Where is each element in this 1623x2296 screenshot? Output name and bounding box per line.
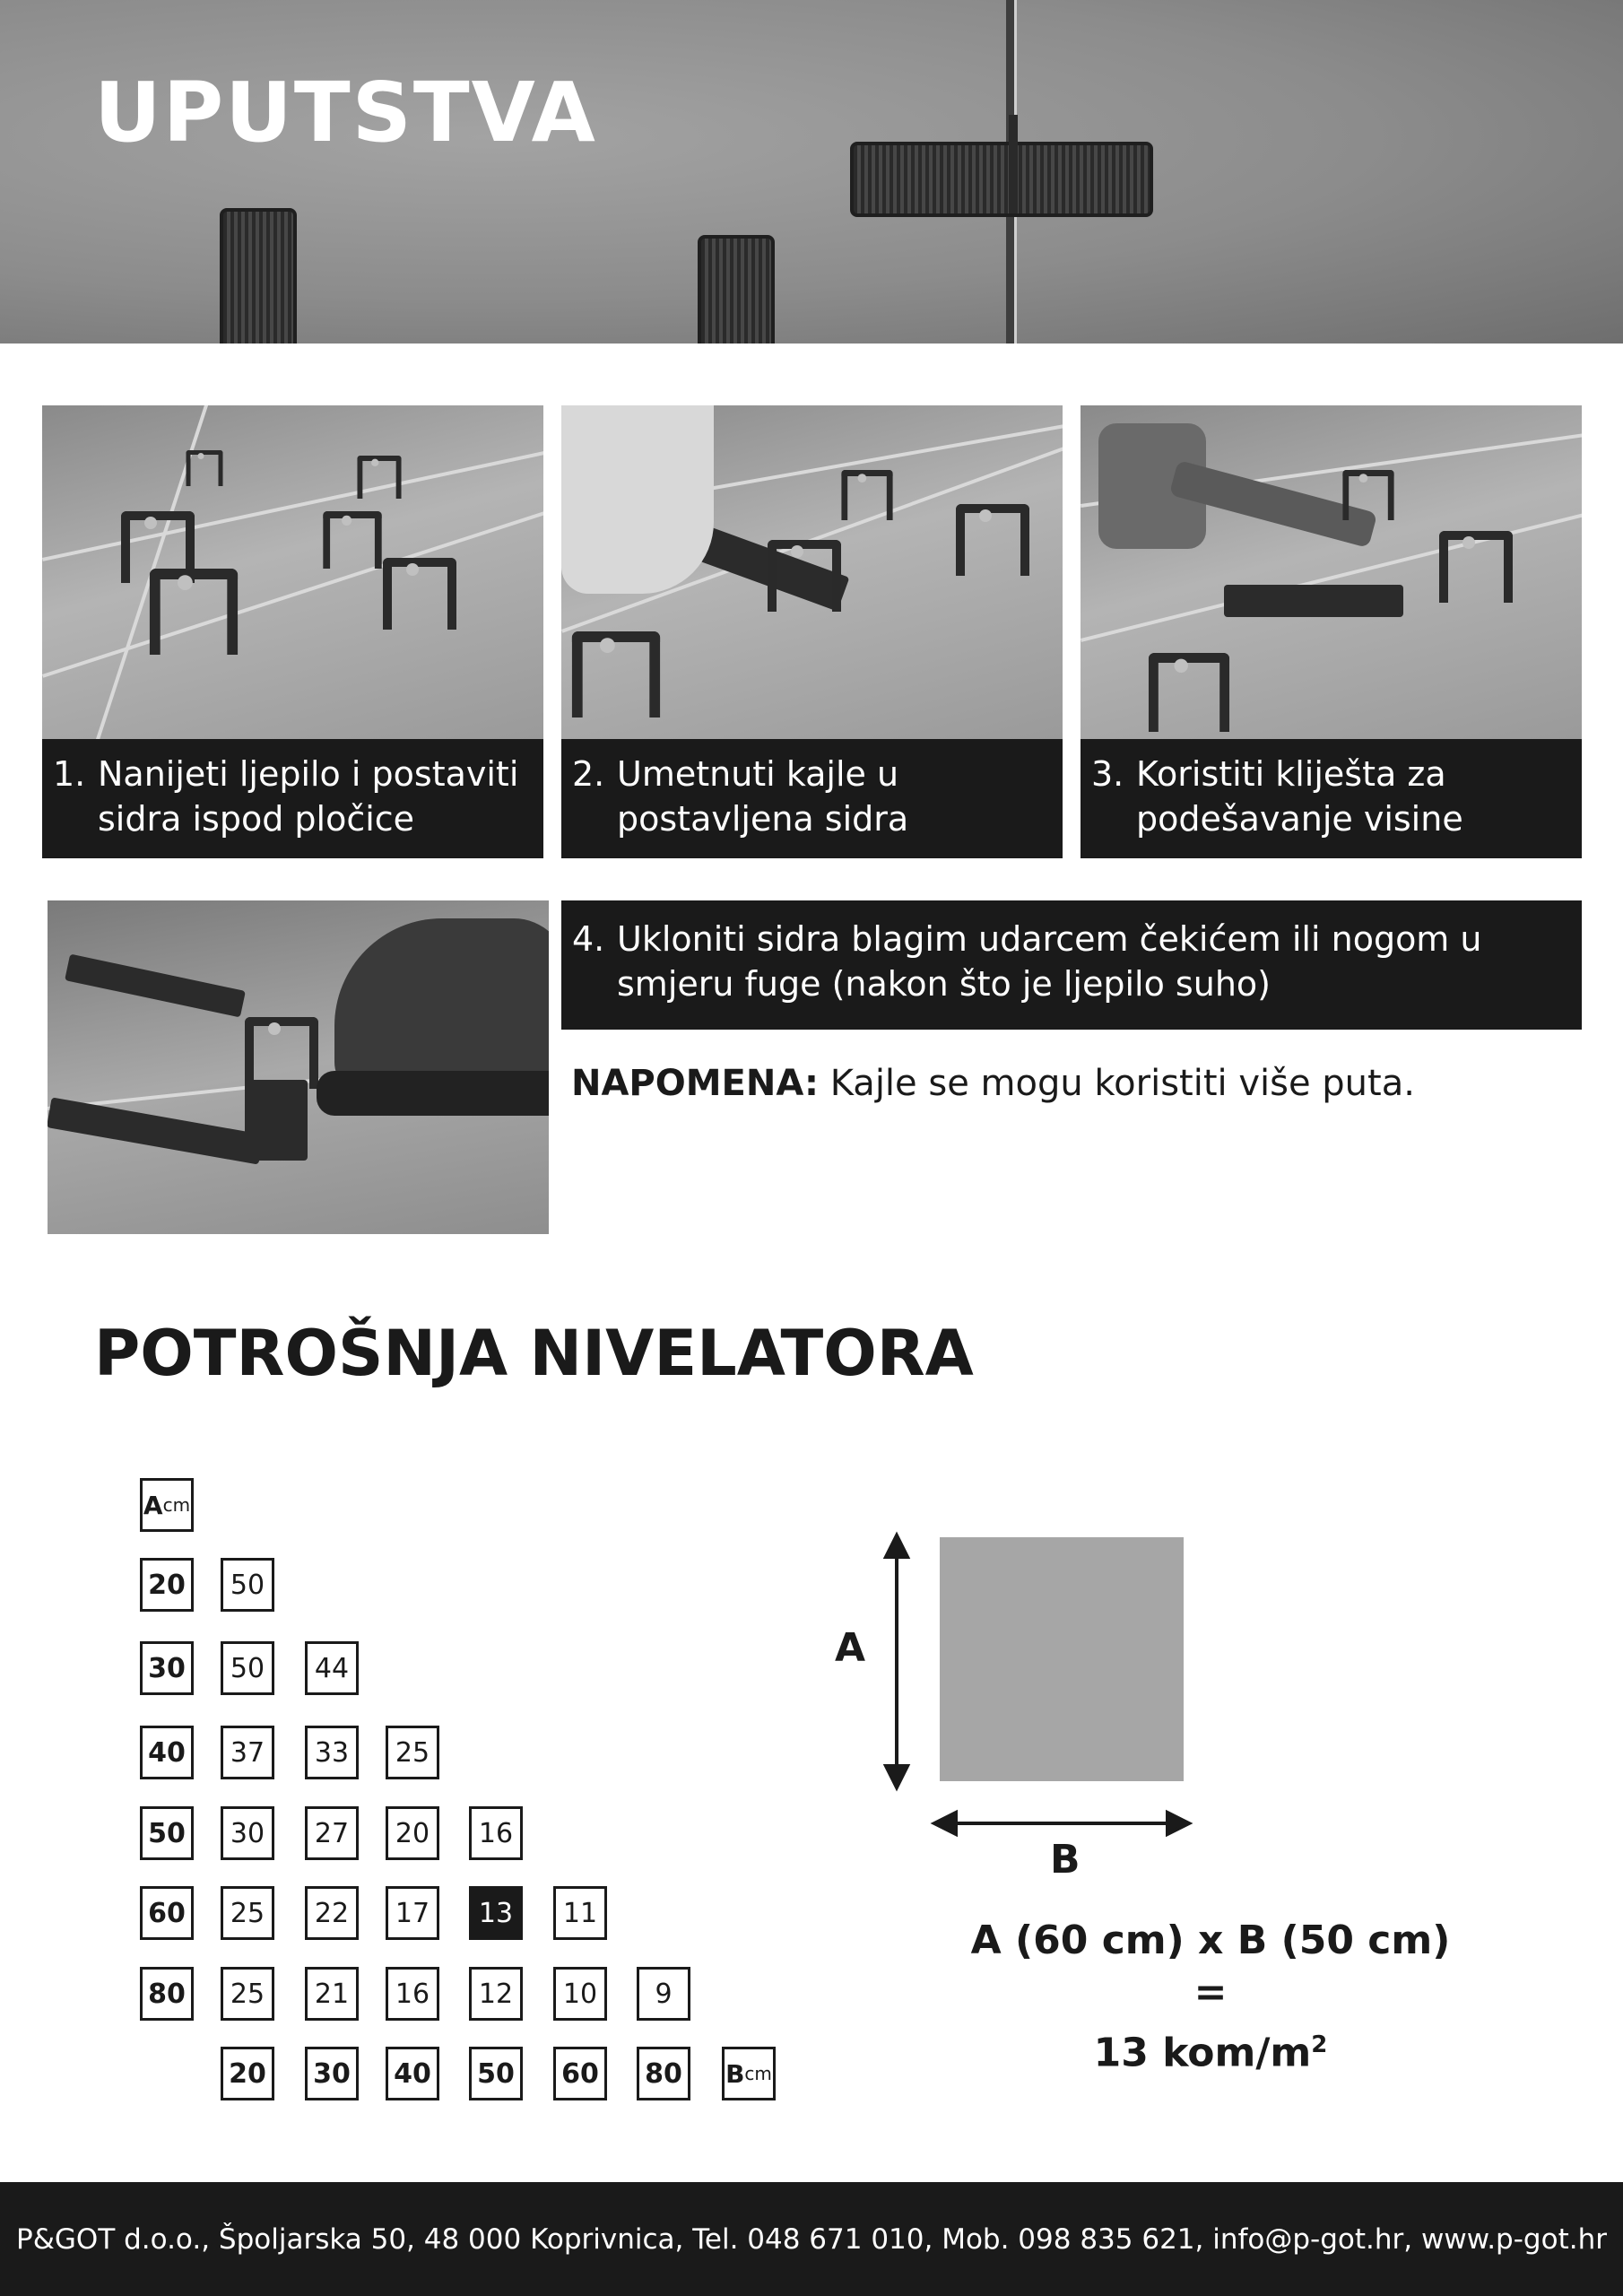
count-cell: 22 <box>305 1886 359 1940</box>
step-2-photo <box>561 405 1063 739</box>
step-4-caption <box>561 900 1582 1030</box>
highlighted-count-cell: 13 <box>469 1886 523 1940</box>
page-title: UPUTSTVA <box>94 65 597 161</box>
a-value-cell: 20 <box>140 1558 194 1612</box>
count-cell: 50 <box>221 1558 274 1612</box>
step-text: Ukloniti sidra blagim udarcem čekićem ili nogom u <box>617 919 1482 959</box>
note-text: Kajle se mogu koristiti više puta. <box>819 1063 1415 1104</box>
count-cell: 12 <box>469 1967 523 2021</box>
arrow-b-head-left <box>934 1813 956 1834</box>
count-cell: 10 <box>553 1967 607 2021</box>
count-cell: 25 <box>221 1886 274 1940</box>
a-unit-header: A cm <box>140 1478 194 1532</box>
step-1-photo <box>42 405 543 739</box>
section-title: POTROŠNJA NIVELATORA <box>94 1317 974 1390</box>
count-cell: 44 <box>305 1641 359 1695</box>
count-cell: 50 <box>221 1641 274 1695</box>
step-number: 4. <box>572 919 605 959</box>
step-1-caption <box>42 739 543 858</box>
a-value-cell: 30 <box>140 1641 194 1695</box>
b-value-cell: 60 <box>553 2047 607 2100</box>
step-text: Umetnuti kajle u <box>617 754 899 794</box>
note <box>571 1063 1415 1104</box>
a-value-cell: 60 <box>140 1886 194 1940</box>
count-cell: 27 <box>305 1806 359 1860</box>
b-unit-header: B cm <box>722 2047 776 2100</box>
footer-contact: P&GOT d.o.o., Špoljarska 50, 48 000 Koprivnica, Tel. 048 671 010, Mob. 098 835 621, info@p-got.hr, www.p-got.hr <box>16 2222 1607 2256</box>
footer <box>0 2182 1623 2296</box>
arrow-a-head-top <box>886 1535 907 1557</box>
b-value-cell: 50 <box>469 2047 523 2100</box>
arrow-b-head-right <box>1167 1813 1189 1834</box>
step-text: Koristiti kliješta za <box>1136 754 1446 794</box>
wedge-photo-2 <box>698 235 775 344</box>
step-3-caption <box>1081 739 1582 858</box>
count-cell: 9 <box>637 1967 690 2021</box>
b-value-cell: 30 <box>305 2047 359 2100</box>
header-banner <box>0 0 1623 344</box>
step-2-caption <box>561 739 1063 858</box>
step-text: sidra ispod pločice <box>98 799 415 839</box>
step-4-photo <box>48 900 549 1234</box>
label-a: A <box>835 1625 866 1671</box>
formula <box>915 1915 1506 2080</box>
count-cell: 11 <box>553 1886 607 1940</box>
b-value-cell: 20 <box>221 2047 274 2100</box>
step-number: 1. <box>53 754 86 794</box>
count-cell: 17 <box>386 1886 439 1940</box>
b-value-cell: 40 <box>386 2047 439 2100</box>
count-cell: 37 <box>221 1726 274 1779</box>
count-cell: 33 <box>305 1726 359 1779</box>
b-value-cell: 80 <box>637 2047 690 2100</box>
tile-square <box>940 1537 1184 1781</box>
arrow-a-head-bottom <box>886 1766 907 1787</box>
count-cell: 25 <box>221 1967 274 2021</box>
wedge-photo-1 <box>220 208 297 344</box>
count-cell: 16 <box>469 1806 523 1860</box>
label-b: B <box>1050 1837 1081 1883</box>
step-text: postavljena sidra <box>617 799 909 839</box>
step-text: podešavanje visine <box>1136 799 1463 839</box>
step-text: smjeru fuge (nakon što je ljepilo suho) <box>617 964 1271 1004</box>
formula-line-1: A (60 cm) x B (50 cm) <box>970 1918 1451 1963</box>
count-cell: 30 <box>221 1806 274 1860</box>
formula-line-3: 13 kom/$m^2$ <box>1093 2030 1328 2076</box>
note-label: NAPOMENA: <box>571 1063 820 1104</box>
anchor-photo <box>1009 115 1018 213</box>
step-text: Nanijeti ljepilo i postaviti <box>98 754 519 794</box>
count-cell: 25 <box>386 1726 439 1779</box>
formula-line-2: = <box>1193 1970 1228 2015</box>
a-value-cell: 80 <box>140 1967 194 2021</box>
count-cell: 21 <box>305 1967 359 2021</box>
count-cell: 16 <box>386 1967 439 2021</box>
step-number: 2. <box>572 754 605 794</box>
step-number: 3. <box>1091 754 1124 794</box>
step-3-photo <box>1081 405 1582 739</box>
a-value-cell: 50 <box>140 1806 194 1860</box>
wedge-photo-3 <box>850 142 1153 217</box>
a-value-cell: 40 <box>140 1726 194 1779</box>
count-cell: 20 <box>386 1806 439 1860</box>
